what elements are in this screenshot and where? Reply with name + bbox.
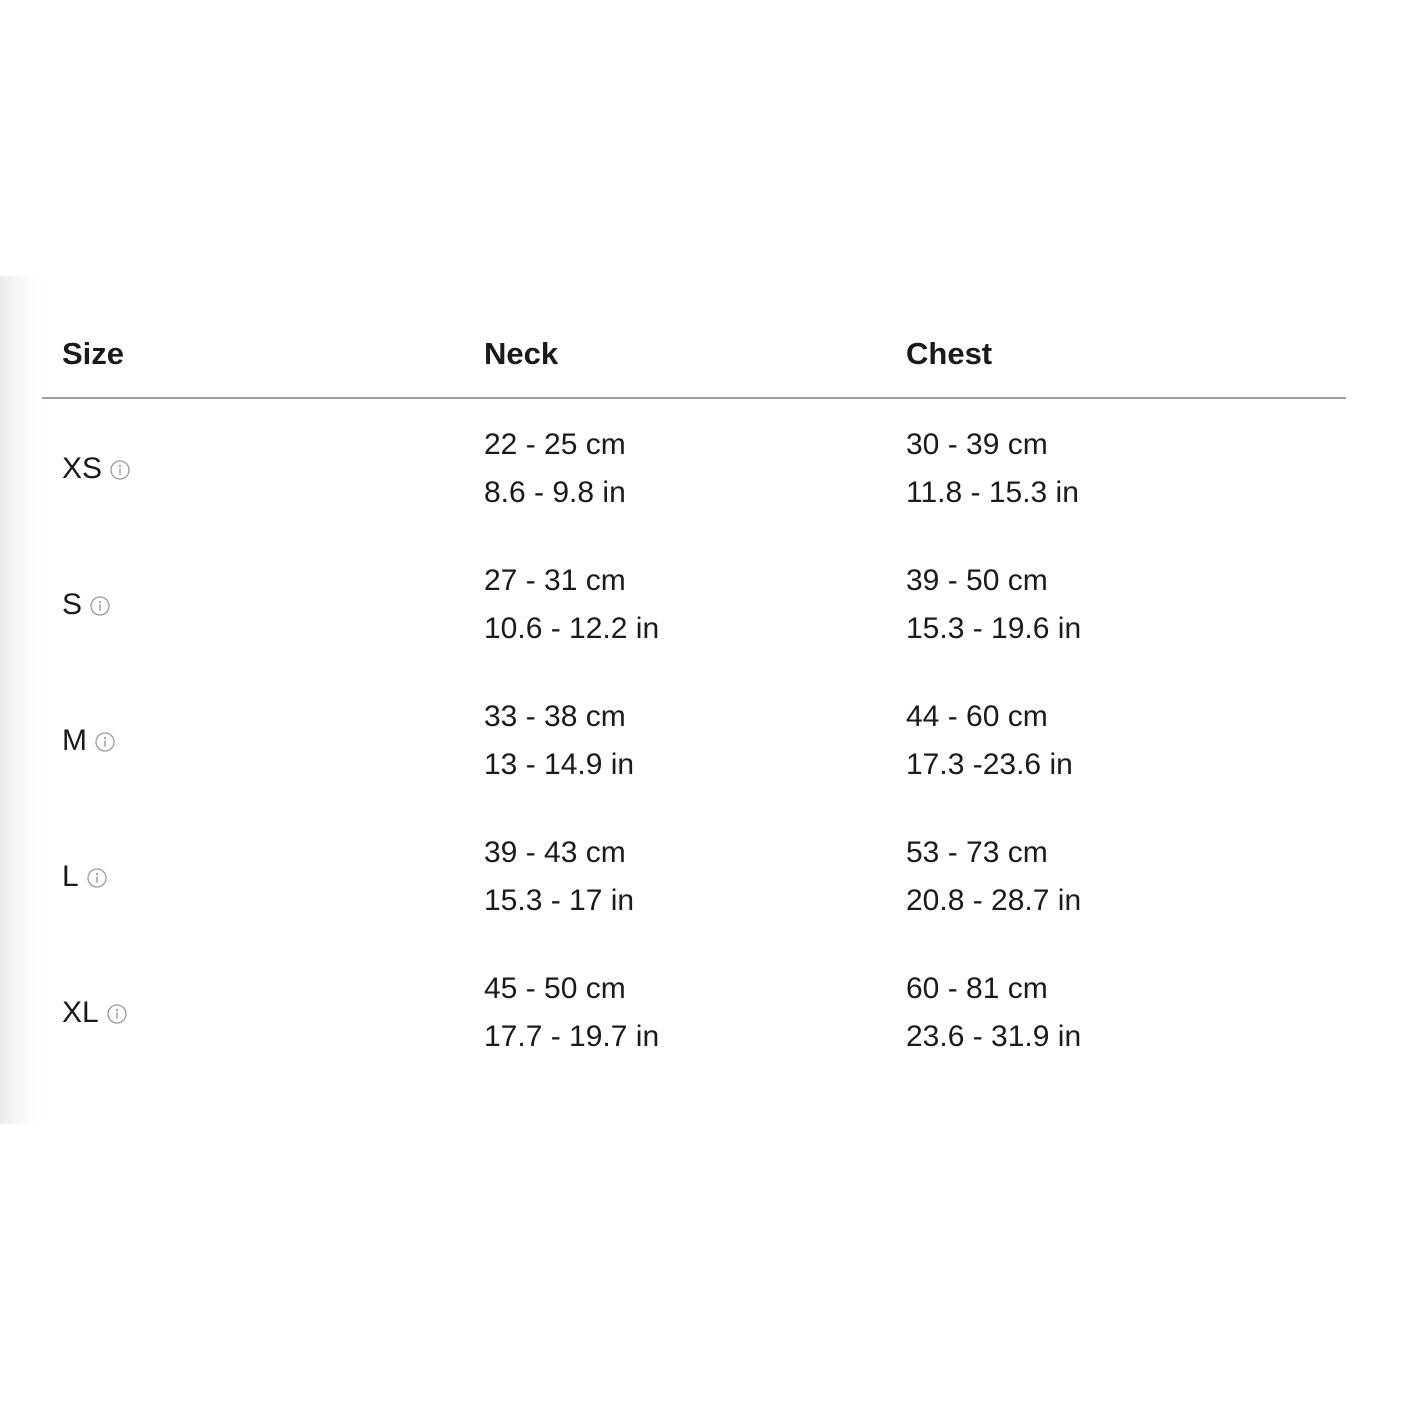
info-icon[interactable] (87, 868, 107, 888)
size-label: M (62, 724, 87, 757)
size-cell (62, 585, 110, 625)
chest-in: 15.3 - 19.6 in (906, 612, 1082, 645)
chest-cm: 60 - 81 cm (906, 972, 1048, 1005)
table-row (42, 535, 1346, 671)
chest-in: 11.8 - 15.3 in (906, 476, 1079, 509)
chest-in: 23.6 - 31.9 in (906, 1020, 1082, 1053)
chest-in: 17.3 -23.6 in (906, 748, 1073, 781)
neck-in: 10.6 - 12.2 in (484, 612, 660, 645)
size-cell (62, 857, 107, 897)
neck-cm: 27 - 31 cm (484, 564, 626, 597)
size-chart-table (42, 276, 1346, 1079)
chest-cm: 44 - 60 cm (906, 700, 1048, 733)
info-icon[interactable] (95, 732, 115, 752)
table-row (42, 943, 1346, 1079)
chest-in: 20.8 - 28.7 in (906, 884, 1082, 917)
header-size: Size (62, 336, 125, 371)
size-cell (62, 993, 127, 1033)
chest-cm: 39 - 50 cm (906, 564, 1048, 597)
neck-in: 15.3 - 17 in (484, 884, 635, 917)
chest-cm: 30 - 39 cm (906, 428, 1048, 461)
info-icon[interactable] (107, 1004, 127, 1024)
table-header-row (42, 276, 1346, 399)
size-label: L (62, 860, 79, 893)
neck-in: 8.6 - 9.8 in (484, 476, 626, 509)
info-icon[interactable] (90, 596, 110, 616)
neck-cm: 39 - 43 cm (484, 836, 626, 869)
size-cell (62, 721, 115, 761)
neck-in: 13 - 14.9 in (484, 748, 635, 781)
neck-cm: 45 - 50 cm (484, 972, 626, 1005)
table-row (42, 671, 1346, 807)
table-row (42, 807, 1346, 943)
size-label: XS (62, 452, 103, 485)
table-body (42, 399, 1346, 1079)
header-chest: Chest (906, 336, 993, 371)
chest-cm: 53 - 73 cm (906, 836, 1048, 869)
size-label: S (62, 588, 83, 621)
info-icon[interactable] (110, 460, 130, 480)
size-cell (62, 449, 130, 489)
neck-cm: 22 - 25 cm (484, 428, 626, 461)
table-row (42, 399, 1346, 535)
size-label: XL (62, 996, 99, 1029)
neck-in: 17.7 - 19.7 in (484, 1020, 660, 1053)
header-neck: Neck (484, 336, 559, 371)
neck-cm: 33 - 38 cm (484, 700, 626, 733)
